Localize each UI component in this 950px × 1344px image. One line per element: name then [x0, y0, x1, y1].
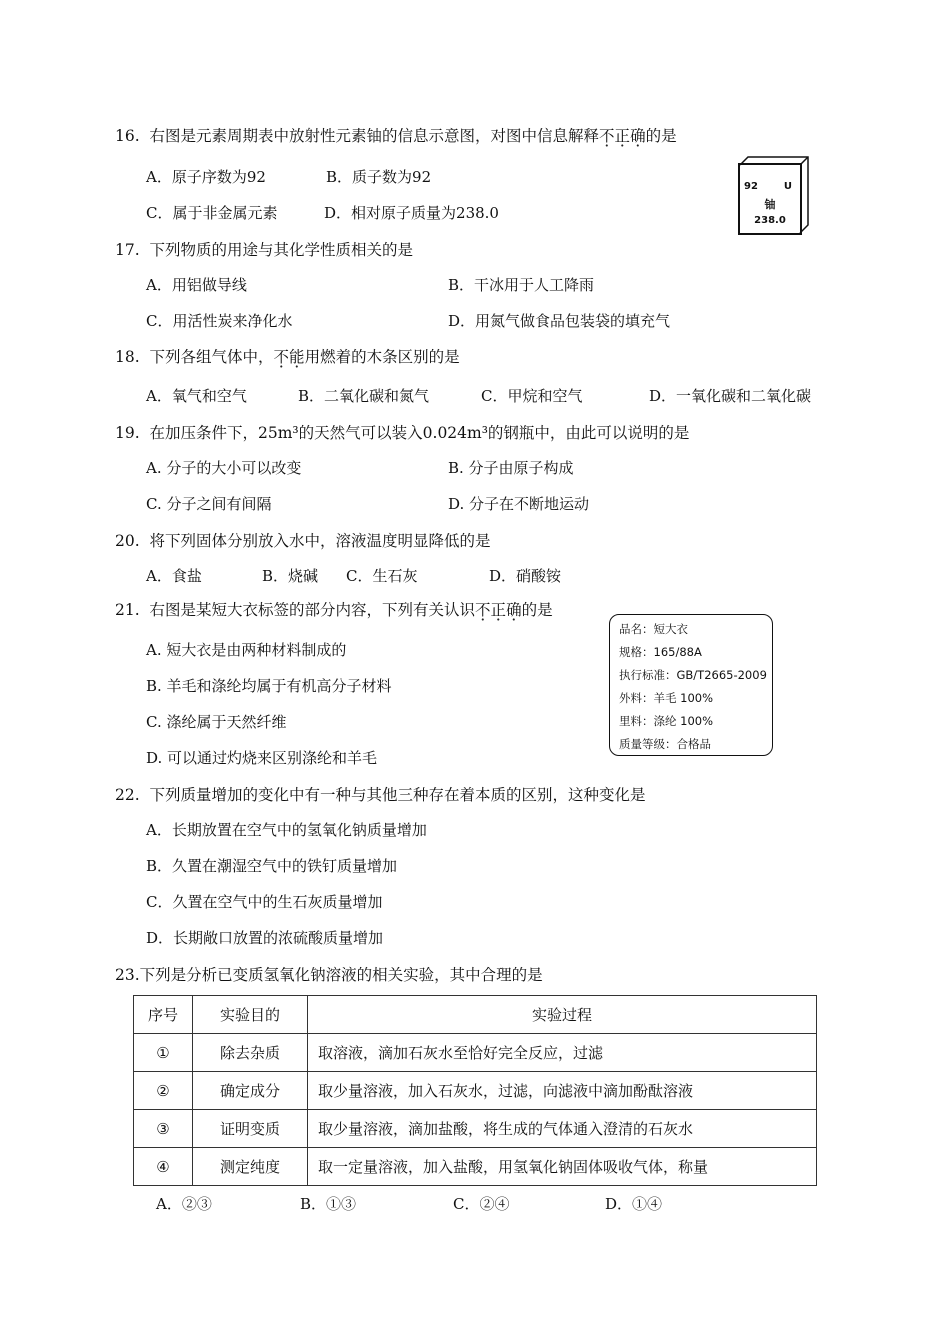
table-row [134, 1072, 817, 1110]
q16-option-c[interactable]: C．属于非金属元素 [146, 204, 278, 222]
table-cell: ② [134, 1072, 193, 1110]
element-symbol: U [783, 181, 792, 192]
q21-option-a[interactable]: A. 短大衣是由两种材料制成的 [146, 641, 347, 659]
q18-option-a[interactable]: A．氧气和空气 [146, 387, 247, 405]
q18-option-d[interactable]: D．一氧化碳和二氧化碳 [649, 387, 812, 405]
q21-option-c[interactable]: C. 涤纶属于天然纤维 [146, 713, 287, 731]
question-22-stem: 22. 下列质量增加的变化中有一种与其他三种存在着本质的区别，这种变化是 [115, 786, 646, 804]
emphasis-char: 确 [506, 601, 522, 619]
question-23-stem: 23.下列是分析已变质氢氧化钠溶液的相关实验，其中合理的是 [115, 966, 543, 984]
q20-option-b[interactable]: B．烧碱 [262, 567, 319, 585]
q19-option-a[interactable]: A. 分子的大小可以改变 [146, 459, 302, 477]
q16-option-b[interactable]: B．质子数为92 [326, 168, 432, 186]
question-18-stem: 18. 下列各组气体中，不能用燃着的木条区别的是 [115, 348, 460, 366]
q22-option-a[interactable]: A．长期放置在空气中的氢氧化钠质量增加 [146, 821, 427, 839]
table-cell: 取少量溶液，滴加盐酸，将生成的气体通入澄清的石灰水 [308, 1110, 817, 1148]
table-header-cell: 实验过程 [308, 996, 817, 1034]
atomic-number: 92 [744, 181, 758, 192]
q21-option-b[interactable]: B. 羊毛和涤纶均属于有机高分子材料 [146, 677, 392, 695]
q22-option-c[interactable]: C．久置在空气中的生石灰质量增加 [146, 893, 383, 911]
table-cell: 取一定量溶液，加入盐酸，用氢氧化钠固体吸收气体，称量 [308, 1148, 817, 1186]
table-row [134, 1148, 817, 1186]
emphasis-char: 确 [630, 127, 646, 145]
q17-option-a[interactable]: A．用铝做导线 [146, 276, 247, 294]
label-line: 外料：羊毛 100% [619, 691, 714, 705]
q19-option-b[interactable]: B. 分子由原子构成 [448, 459, 574, 477]
q19-option-c[interactable]: C. 分子之间有间隔 [146, 495, 272, 513]
table-header-cell: 实验目的 [193, 996, 308, 1034]
table-row [134, 1034, 817, 1072]
emphasis-char: 能 [289, 348, 305, 366]
table-cell: 取溶液，滴加石灰水至恰好完全反应，过滤 [308, 1034, 817, 1072]
garment-label [609, 614, 773, 756]
table-row [134, 1110, 817, 1148]
q23-option-a[interactable]: A．②③ [156, 1195, 212, 1213]
table-cell: 证明变质 [193, 1110, 308, 1148]
q20-option-a[interactable]: A．食盐 [146, 567, 202, 585]
q16-option-d[interactable]: D．相对原子质量为238.0 [324, 204, 499, 222]
table-header-row [134, 996, 817, 1034]
q17-option-d[interactable]: D．用氮气做食品包装袋的填充气 [448, 312, 671, 330]
table-cell: 确定成分 [193, 1072, 308, 1110]
q20-option-d[interactable]: D．硝酸铵 [489, 567, 562, 585]
q23-option-c[interactable]: C．②④ [453, 1195, 510, 1213]
question-17-stem: 17. 下列物质的用途与其化学性质相关的是 [115, 241, 414, 259]
label-line: 质量等级：合格品 [619, 737, 711, 751]
q22-option-b[interactable]: B．久置在潮湿空气中的铁钉质量增加 [146, 857, 398, 875]
emphasis-char: 正 [614, 127, 631, 145]
uranium-element-card [738, 163, 802, 235]
label-line: 品名：短大衣 [619, 622, 688, 636]
table-cell: 取少量溶液，加入石灰水，过滤，向滤液中滴加酚酞溶液 [308, 1072, 817, 1110]
q19-option-d[interactable]: D. 分子在不断地运动 [448, 495, 590, 513]
emphasis-char: 不 [599, 127, 615, 145]
q22-option-d[interactable]: D．长期敞口放置的浓硫酸质量增加 [146, 929, 384, 947]
q23-option-b[interactable]: B．①③ [300, 1195, 357, 1213]
q17-option-b[interactable]: B．干冰用于人工降雨 [448, 276, 595, 294]
question-20-stem: 20. 将下列固体分别放入水中，溶液温度明显降低的是 [115, 532, 491, 550]
q16-option-a[interactable]: A．原子序数为92 [146, 168, 266, 186]
question-19-stem: 19. 在加压条件下，25m³的天然气可以装入0.024m³的钢瓶中，由此可以说明的是 [115, 424, 690, 442]
table-header-cell: 序号 [134, 996, 193, 1034]
question-16-stem: 16. 右图是元素周期表中放射性元素铀的信息示意图，对图中信息解释不正确的是 [115, 127, 677, 145]
q17-option-c[interactable]: C．用活性炭来净化水 [146, 312, 293, 330]
label-line: 规格：165/88A [619, 645, 702, 659]
table-cell: ④ [134, 1148, 193, 1186]
atomic-mass: 238.0 [754, 215, 786, 226]
label-line: 里料：涤纶 100% [619, 714, 714, 728]
emphasis-char: 不 [273, 348, 290, 366]
table-cell: ③ [134, 1110, 193, 1148]
label-line: 执行标准：GB/T2665-2009 [619, 668, 767, 682]
q20-option-c[interactable]: C．生石灰 [346, 567, 418, 585]
q23-option-d[interactable]: D．①④ [605, 1195, 663, 1213]
q21-option-d[interactable]: D. 可以通过灼烧来区别涤纶和羊毛 [146, 749, 378, 767]
element-name: 铀 [764, 198, 776, 211]
table-cell: ① [134, 1034, 193, 1072]
table-cell: 除去杂质 [193, 1034, 308, 1072]
table-cell: 测定纯度 [193, 1148, 308, 1186]
experiment-table [133, 995, 817, 1186]
q18-option-c[interactable]: C．甲烷和空气 [481, 387, 583, 405]
q18-option-b[interactable]: B．二氧化碳和氮气 [298, 387, 430, 405]
question-21-stem: 21. 右图是某短大衣标签的部分内容，下列有关认识不正确的是 [115, 601, 553, 619]
emphasis-char: 不 [475, 601, 491, 619]
emphasis-char: 正 [490, 601, 507, 619]
